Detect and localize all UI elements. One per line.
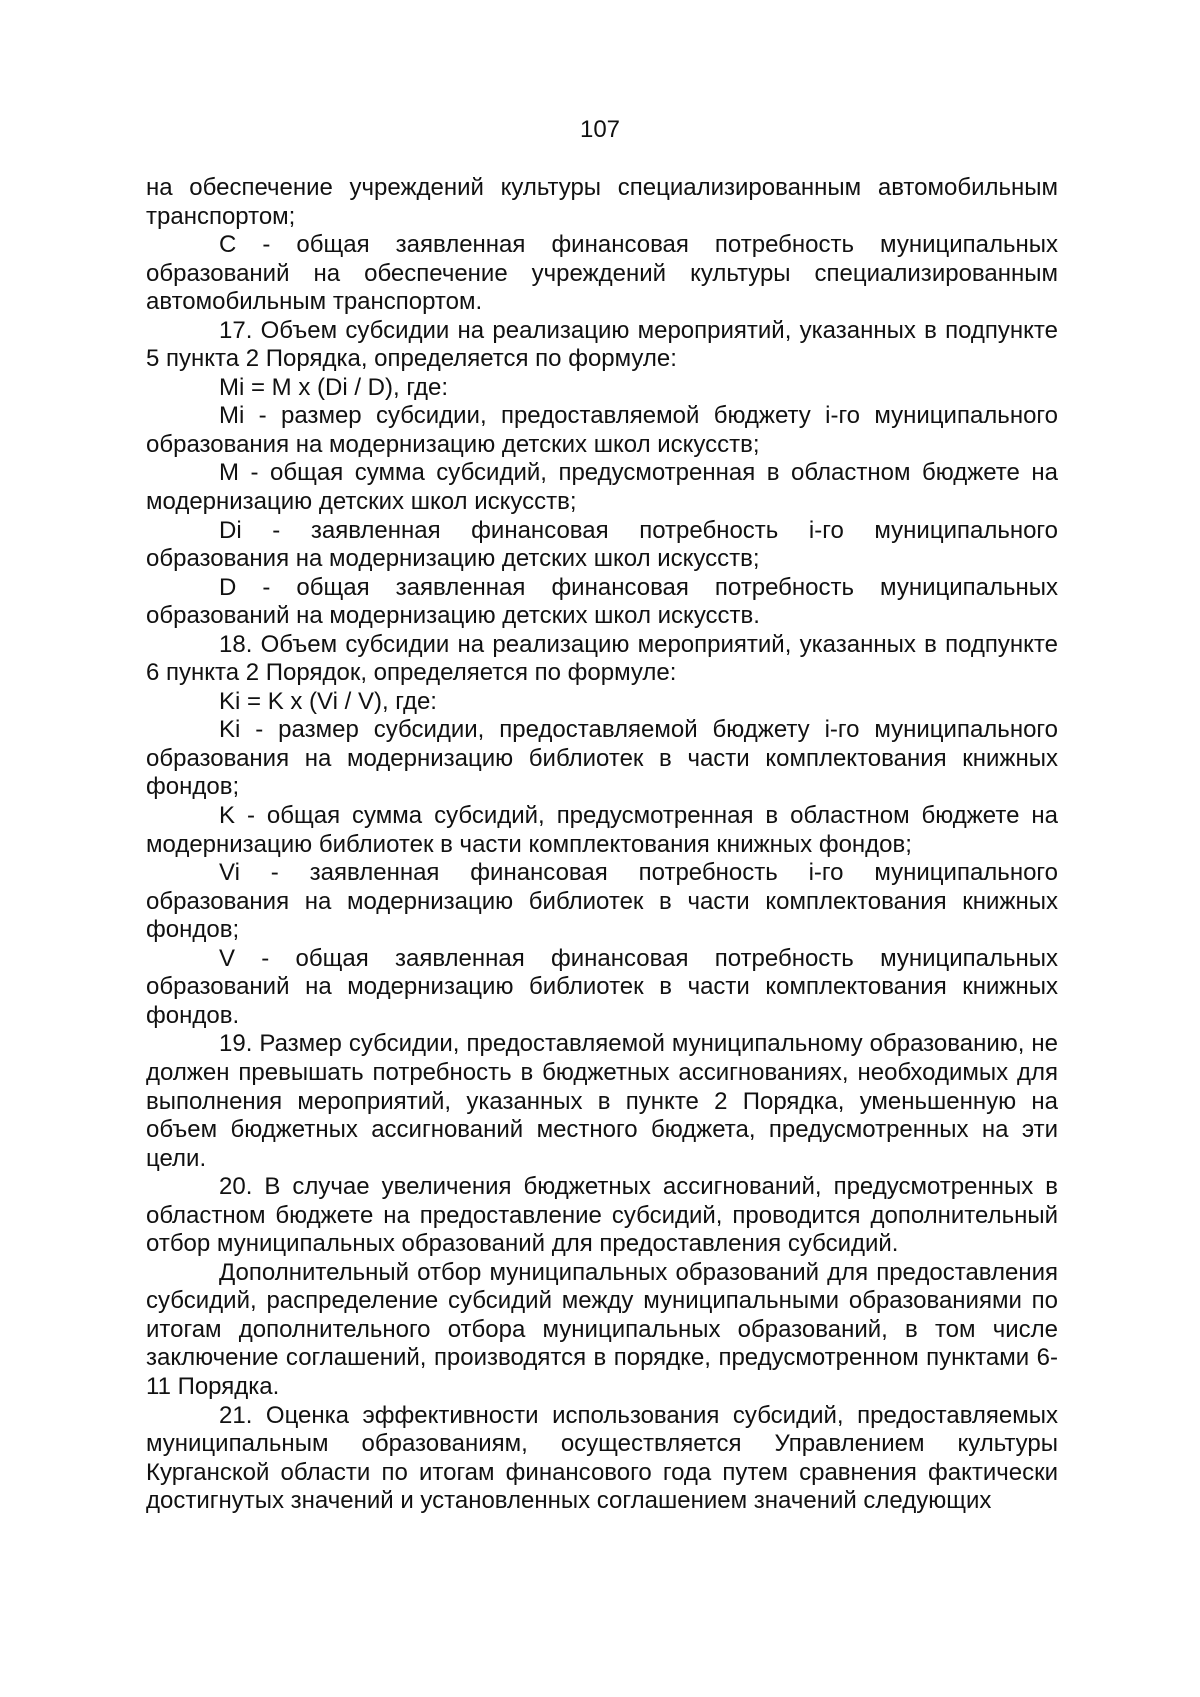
paragraph-definition-mi: Mi - размер субсидии, предоставляемой бюджету i-го муниципального образования на модернизацию детских школ искусств; — [146, 402, 1058, 458]
paragraph-definition-c: С - общая заявленная финансовая потребность муниципальных образований на обеспечение учреждений культуры специализированным автомобильным транспортом. — [146, 231, 1058, 316]
formula-mi: Mi = M x (Di / D), где: — [219, 373, 449, 401]
paragraph-item-21: 21. Оценка эффективности использования субсидий, предоставляемых муниципальным образованиям, осуществляется Управлением культуры Курганской области по итогам финансового года путем сравнения фактически достигнутых значений и установленных соглашением значений следующих — [146, 1401, 1058, 1515]
paragraph-definition-k: K - общая сумма субсидий, предусмотренная в областном бюджете на модернизацию библиотек в части комплектования книжных фондов; — [146, 802, 1058, 858]
paragraph-item-20: 20. В случае увеличения бюджетных ассигнований, предусмотренных в областном бюджете на предоставление субсидий, проводится дополнительный отбор муниципальных образований для предоставления субсидий. — [146, 1173, 1058, 1258]
paragraph-item-19: 19. Размер субсидии, предоставляемой муниципальному образованию, не должен превышать потребность в бюджетных ассигнованиях, необходимых для выполнения мероприятий, указанных в пункте 2 Порядка, уменьшенную на объем бюджетных ассигнований местного бюджета, предусмотренных на эти цели. — [146, 1030, 1058, 1172]
paragraph-definition-ki: Ki - размер субсидии, предоставляемой бюджету i-го муниципального образования на модернизацию библиотек в части комплектования книжных фондов; — [146, 716, 1058, 801]
document-body — [146, 174, 1058, 1516]
paragraph-definition-vi: Vi - заявленная финансовая потребность i-го муниципального образования на модернизацию библиотек в части комплектования книжных фондов; — [146, 859, 1058, 944]
paragraph-definition-d: D - общая заявленная финансовая потребность муниципальных образований на модернизацию детских школ искусств. — [146, 573, 1058, 630]
page-number: 107 — [579, 116, 621, 143]
paragraph-item-18: 18. Объем субсидии на реализацию мероприятий, указанных в подпункте 6 пункта 2 Порядок, определяется по формуле: — [146, 630, 1058, 687]
formula-ki: Ki = K x (Vi / V), где: — [219, 687, 437, 715]
paragraph-definition-v: V - общая заявленная финансовая потребность муниципальных образований на модернизацию библиотек в части комплектования книжных фондов. — [146, 944, 1058, 1029]
paragraph-definition-m: M - общая сумма субсидий, предусмотренная в областном бюджете на модернизацию детских школ искусств; — [146, 459, 1058, 516]
paragraph-additional-selection: Дополнительный отбор муниципальных образований для предоставления субсидий, распределение субсидий между муниципальными образованиями по итогам дополнительного отбора муниципальных образований, в том числе заключение соглашений, производятся в порядке, предусмотренном пунктами 6-11 Порядка. — [146, 1258, 1058, 1400]
paragraph-definition-di: Di - заявленная финансовая потребность i-го муниципального образования на модернизацию детских школ искусств; — [146, 516, 1058, 573]
paragraph-item-17: 17. Объем субсидии на реализацию мероприятий, указанных в подпункте 5 пункта 2 Порядка, определяется по формуле: — [146, 316, 1058, 373]
paragraph-continuation: на обеспечение учреждений культуры специализированным автомобильным транспортом; — [146, 174, 1058, 230]
